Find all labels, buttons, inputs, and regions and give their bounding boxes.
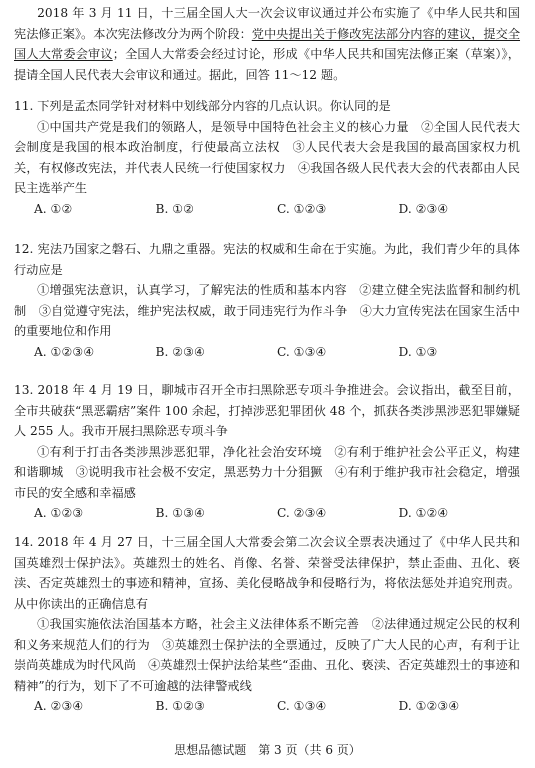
intro-paragraph: [14, 3, 520, 85]
question-stem: 11. 下列是孟杰同学针对材料中划线部分内容的几点认识。你认同的是: [14, 99, 391, 113]
answer-options: [14, 503, 520, 524]
page-footer: 思想品德试题 第 3 页（共 6 页）: [174, 743, 361, 757]
option-d: D. ①③: [398, 344, 438, 359]
question-12: [14, 239, 520, 362]
option-a: A. ①②③: [34, 506, 84, 520]
option-b: B. ①②③: [155, 699, 205, 713]
option-c: C. ①②③: [277, 201, 327, 216]
answer-options: [14, 342, 520, 363]
answer-options: [14, 696, 520, 717]
option-d: D. ①②④: [398, 506, 449, 520]
question-11: [14, 96, 520, 219]
question-statements: ①有利于打击各类涉黑涉恶犯罪，净化社会治安环境 ②有利于维护社会公平正义，构建和谐聊城 ③说明我市社会极不安定，黑恶势力十分猖獗 ④有利于维护我市社会稳定，增强市民的安全感和幸福感: [14, 444, 520, 500]
question-14: [14, 532, 520, 717]
intro-underlined-text: 党中央提出关于修改宪法部分内容的建议，提交全国人大常委会审议: [14, 26, 521, 61]
intro-text-1: 2018 年 3 月 11 日，十三届全国人大一次会议审议通过并公布实施了《中华人民共和国宪法修正案》。本次宪法修改分为两个阶段：: [14, 6, 520, 41]
question-stem: 12. 宪法乃国家之磐石、九鼎之重器。宪法的权威和生命在于实施。为此，我们青少年的具体行动应是: [14, 242, 520, 277]
option-c: C. ①③④: [277, 699, 327, 713]
answer-options: [14, 199, 520, 220]
option-c: C. ①③④: [277, 344, 327, 359]
option-b: B. ①②: [155, 201, 195, 216]
question-stem: 14. 2018 年 4 月 27 日，十三届全国人大常委会第二次会议全票表决通过了《中华人民共和国英雄烈士保护法》。英雄烈士的姓名、肖像、名誉、荣誉受法律保护，禁止歪曲、丑化、亵渎、否定英雄烈士的事迹和精神，宣扬、美化侵略战争和侵略行为，将依法惩处并追究刑责。从中你读出的正确信息有: [14, 535, 520, 611]
option-a: A. ①②: [34, 201, 73, 216]
question-statements: ①中国共产党是我们的领路人，是领导中国特色社会主义的核心力量 ②全国人民代表大会制度是我国的根本政治制度，行使最高立法权 ③人民代表大会是我国的最高国家权力机关，有权修改宪法，并代表人民统一行使国家权力 ④我国各级人民代表大会的代表都由人民民主选举产生: [14, 119, 520, 195]
intro-text-2: ；全国人大常委会经过讨论，形成《中华人民共和国宪法修正案（草案）》，提请全国人民代表大会审议和通过。据此，回答 11～12 题。: [14, 47, 520, 82]
question-stem: 13. 2018 年 4 月 19 日，聊城市召开全市扫黑除恶专项斗争推进会。会议指出，截至目前，全市共破获“黑恶霸痞”案件 100 余起，打掉涉恶犯罪团伙 48 个，抓获各类涉黑涉恶犯罪嫌疑人 255 人。我市开展扫黑除恶专项斗争: [14, 383, 520, 438]
question-13: [14, 380, 520, 524]
option-a: A. ①②③④: [34, 344, 95, 359]
option-d: D. ①②③④: [398, 699, 460, 713]
question-statements: ①增强宪法意识，认真学习，了解宪法的性质和基本内容 ②建立健全宪法监督和制约机制 ③自觉遵守宪法，维护宪法权威，敢于同违宪行为作斗争 ④大力宣传宪法在国家生活中的重要地位和作用: [14, 283, 520, 338]
option-d: D. ②③④: [398, 201, 449, 216]
option-b: B. ①③④: [155, 506, 205, 520]
option-b: B. ②③④: [155, 344, 205, 359]
option-a: A. ②③④: [34, 699, 84, 713]
option-c: C. ②③④: [277, 506, 327, 520]
question-statements: ①我国实施依法治国基本方略，社会主义法律体系不断完善 ②法律通过规定公民的权利和义务来规范人们的行为 ③英雄烈士保护法的全票通过，反映了广大人民的心声，有利于让崇尚英雄成为时代风尚 ④英雄烈士保护法给某些“歪曲、丑化、亵渎、否定英雄烈士的事迹和精神”的行为，划下了不可逾越的法律警戒线: [14, 617, 520, 693]
